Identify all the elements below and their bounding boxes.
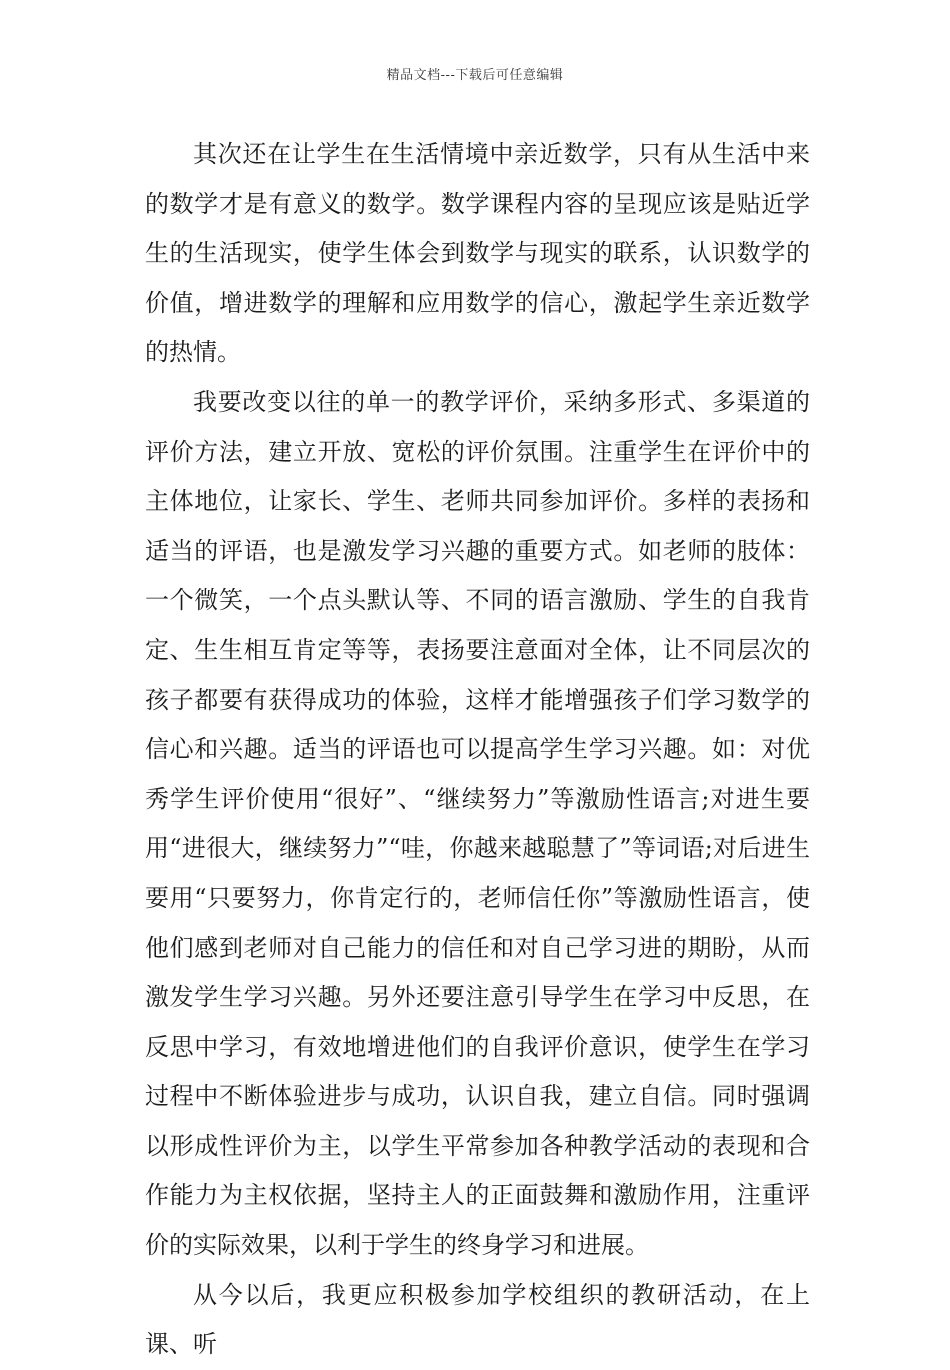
paragraph-1: 其次还在让学生在生活情境中亲近数学，只有从生活中来的数学才是有意义的数学。数学课程内容的呈现应该是贴近学生的生活现实，使学生体会到数学与现实的联系，认识数学的价值，增进数学的理解和应用数学的信心，激起学生亲近数学的热情。 [145,140,810,367]
document-body [145,130,810,1370]
paragraph-2: 我要改变以往的单一的教学评价，采纳多形式、多渠道的评价方法，建立开放、宽松的评价氛围。注重学生在评价中的主体地位，让家长、学生、老师共同参加评价。多样的表扬和适当的评语，也是激发学习兴趣的重要方式。如老师的肢体：一个微笑，一个点头默认等、不同的语言激励、学生的自我肯定、生生相互肯定等等，表扬要注意面对全体，让不同层次的孩子都要有获得成功的体验，这样才能增强孩子们学习数学的信心和兴趣。适当的评语也可以提高学生学习兴趣。如：对优秀学生评价使用“很好”、“继续努力”等激励性语言;对进生要用“进很大，继续努力”“哇，你越来越聪慧了”等词语;对后进生要用“只要努力，你肯定行的，老师信任你”等激励性语言，使他们感到老师对自己能力的信任和对自己学习进的期盼，从而激发学生学习兴趣。另外还要注意引导学生在学习中反思，在反思中学习，有效地增进他们的自我评价意识，使学生在学习过程中不断体验进步与成功，认识自我，建立自信。同时强调以形成性评价为主，以学生平常参加各种教学活动的表现和合作能力为主权依据，坚持主人的正面鼓舞和激励作用，注重评价的实际效果，以利于学生的终身学习和进展。 [145,387,810,1260]
paragraph-3: 从今以后，我更应积极参加学校组织的教研活动，在上课、听 [145,1280,810,1359]
page-header: 精品文档---下载后可任意编辑 [386,68,564,83]
